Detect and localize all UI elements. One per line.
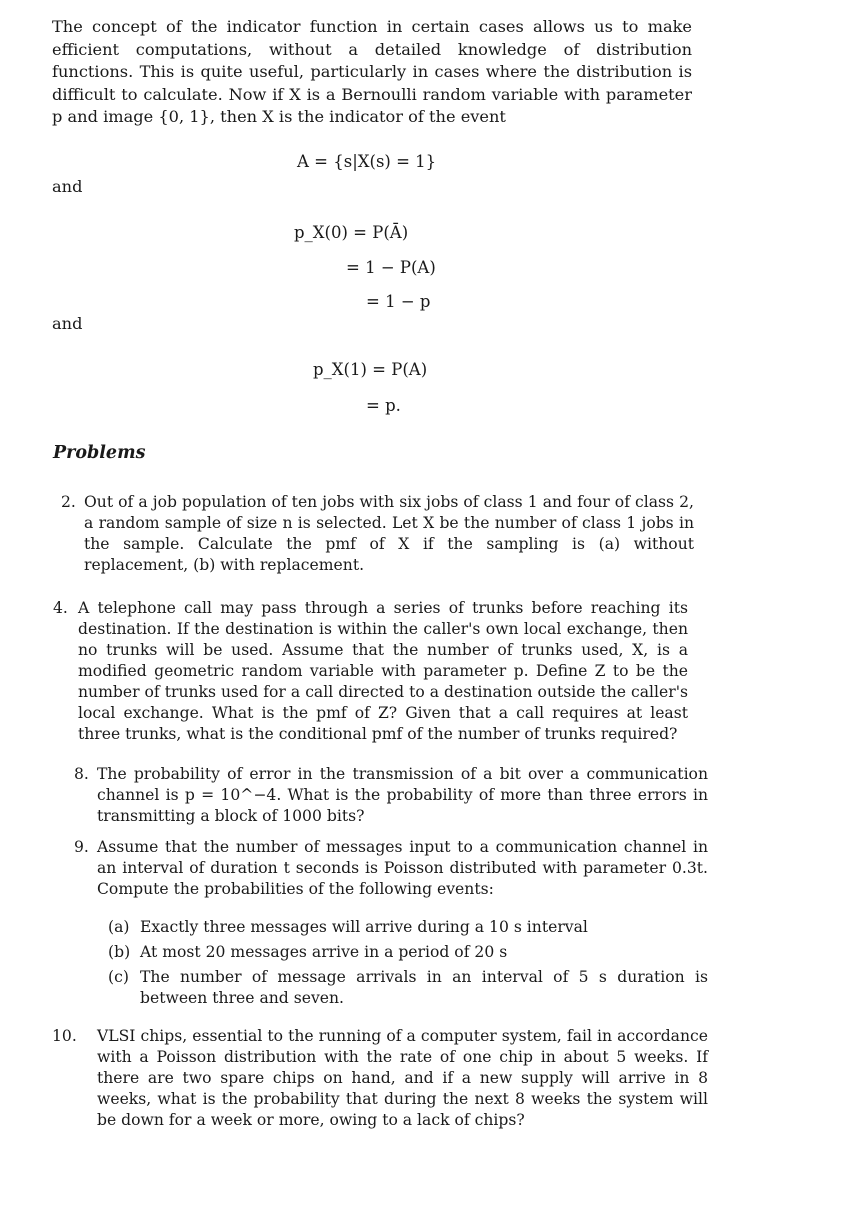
problem-number: 8.	[74, 765, 89, 783]
problem-number: 2.	[61, 493, 76, 511]
and-text-2: and	[52, 314, 83, 333]
item-label: (b)	[108, 943, 131, 961]
equation-px0-line3: = 1 − p	[366, 292, 431, 311]
item-text: At most 20 messages arrive in a period of 20 s	[140, 943, 508, 961]
item-label: (a)	[108, 918, 130, 936]
problem-text: A telephone call may pass through a series of trunks before reaching its destination. If the destination is within the caller's own local exchange, then no trunks will be used. Assume that the number of trunks used, X, is a modified geometric random variable with parameter p. Define Z to be the number of trunks used for a call directed to a destination outside the caller's local exchange. What is the pmf of Z? Given that a call requires at least three trunks, what is the conditional pmf of the number of trunks required?	[78, 599, 688, 743]
problem-4	[53, 598, 688, 745]
intro-paragraph: The concept of the indicator function in certain cases allows us to make efficient computations, without a detailed knowledge of distribution functions. This is quite useful, particularly in cases where the distribution is difficult to calculate. Now if X is a Bernoulli random variable with parameter p and image {0, 1}, then X is the indicator of the event	[52, 17, 692, 127]
and-text-1: and	[52, 177, 83, 196]
problem-number: 9.	[74, 838, 89, 856]
equation-event: A = {s|X(s) = 1}	[297, 152, 437, 171]
item-text: The number of message arrivals in an interval of 5 s duration is between three and seven.	[140, 968, 708, 1007]
problem-8	[74, 764, 708, 827]
equation-px1-line1: p_X(1) = P(A)	[313, 360, 428, 379]
problem-text: The probability of error in the transmission of a bit over a communication channel is p = 10^−4. What is the probability of more than three errors in transmitting a block of 1000 bits?	[97, 765, 708, 825]
equation-px0-line2: = 1 − P(A)	[346, 258, 436, 277]
problem-text: Out of a job population of ten jobs with six jobs of class 1 and four of class 2, a random sample of size n is selected. Let X be the number of class 1 jobs in the sample. Calculate the pmf of X if the sampling is (a) without replacement, (b) with replacement.	[84, 493, 694, 574]
equation-px0-line1: p_X(0) = P(Ā)	[294, 223, 409, 242]
item-text: Exactly three messages will arrive during a 10 s interval	[140, 918, 588, 936]
item-label: (c)	[108, 968, 129, 986]
problem-10	[52, 1026, 708, 1131]
problem-number: 4.	[53, 599, 68, 617]
problem-text: Assume that the number of messages input to a communication channel in an interval of duration t seconds is Poisson distributed with parameter 0.3t. Compute the probabilities of the following events:	[97, 838, 708, 898]
equation-px1-line2: = p.	[366, 396, 401, 415]
problem-text: VLSI chips, essential to the running of a computer system, fail in accordance with a Poisson distribution with the rate of one chip in about 5 weeks. If there are two spare chips on hand, and if a new supply will arrive in 8 weeks, what is the probability that during the next 8 weeks the system will be down for a week or more, owing to a lack of chips?	[97, 1027, 708, 1129]
problem-9	[74, 837, 708, 900]
problem-number: 10.	[52, 1027, 77, 1045]
problems-heading: Problems	[53, 443, 146, 463]
problem-2	[61, 492, 694, 576]
